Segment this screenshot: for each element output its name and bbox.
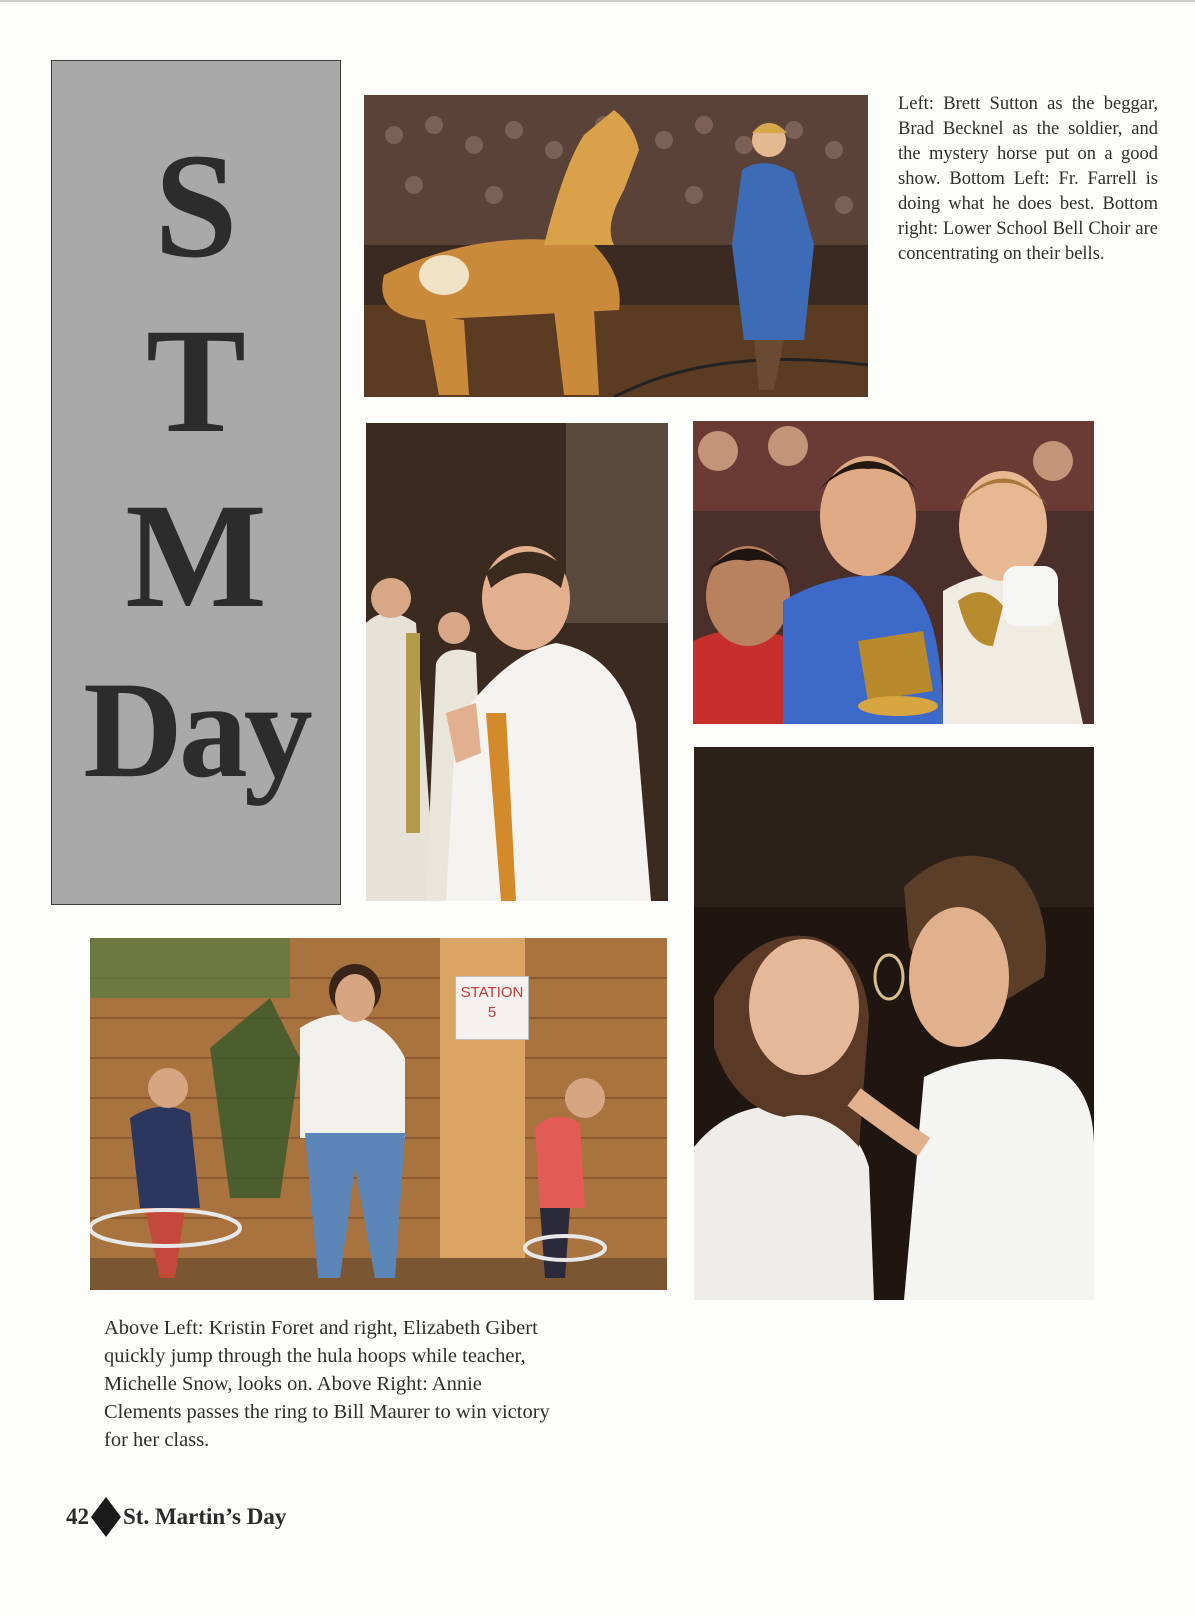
title-letter-s: S bbox=[154, 123, 238, 289]
photo-bell-choir bbox=[693, 421, 1094, 724]
page-number: 42 bbox=[66, 1504, 89, 1529]
title-word-day: Day bbox=[83, 653, 309, 806]
caption-top-right: Left: Brett Sutton as the beggar, Brad Becknel as the soldier, and the mystery horse put on a good show. Bottom Left: Fr. Farrell is doing what he does best. Bottom right: Lower School Bell Choir are concentrating on their bells. bbox=[898, 94, 1158, 264]
photo-horse-and-beggar bbox=[364, 95, 868, 397]
title-letter-m: M bbox=[125, 473, 267, 639]
station-sign-line2: 5 bbox=[487, 1004, 497, 1021]
top-rule bbox=[0, 0, 1195, 2]
page-footer bbox=[66, 1497, 286, 1537]
station-sign-line1: STATION bbox=[460, 984, 524, 1001]
diamond-icon bbox=[91, 1497, 121, 1537]
photo-fr-farrell bbox=[366, 423, 668, 901]
section-name: St. Martin’s Day bbox=[123, 1504, 287, 1529]
caption-bottom-left: Above Left: Kristin Foret and right, Elizabeth Gibert quickly jump through the hula hoops while teacher, Michelle Snow, looks on. Above Right: Annie Clements passes the ring to Bill Maurer to win victory for her class. bbox=[104, 1317, 550, 1451]
photo-hula-hoops bbox=[90, 938, 667, 1290]
title-panel bbox=[51, 60, 341, 905]
photo-ring-pass bbox=[694, 747, 1094, 1300]
station-sign bbox=[455, 976, 529, 1040]
title-letter-t: T bbox=[145, 298, 247, 464]
